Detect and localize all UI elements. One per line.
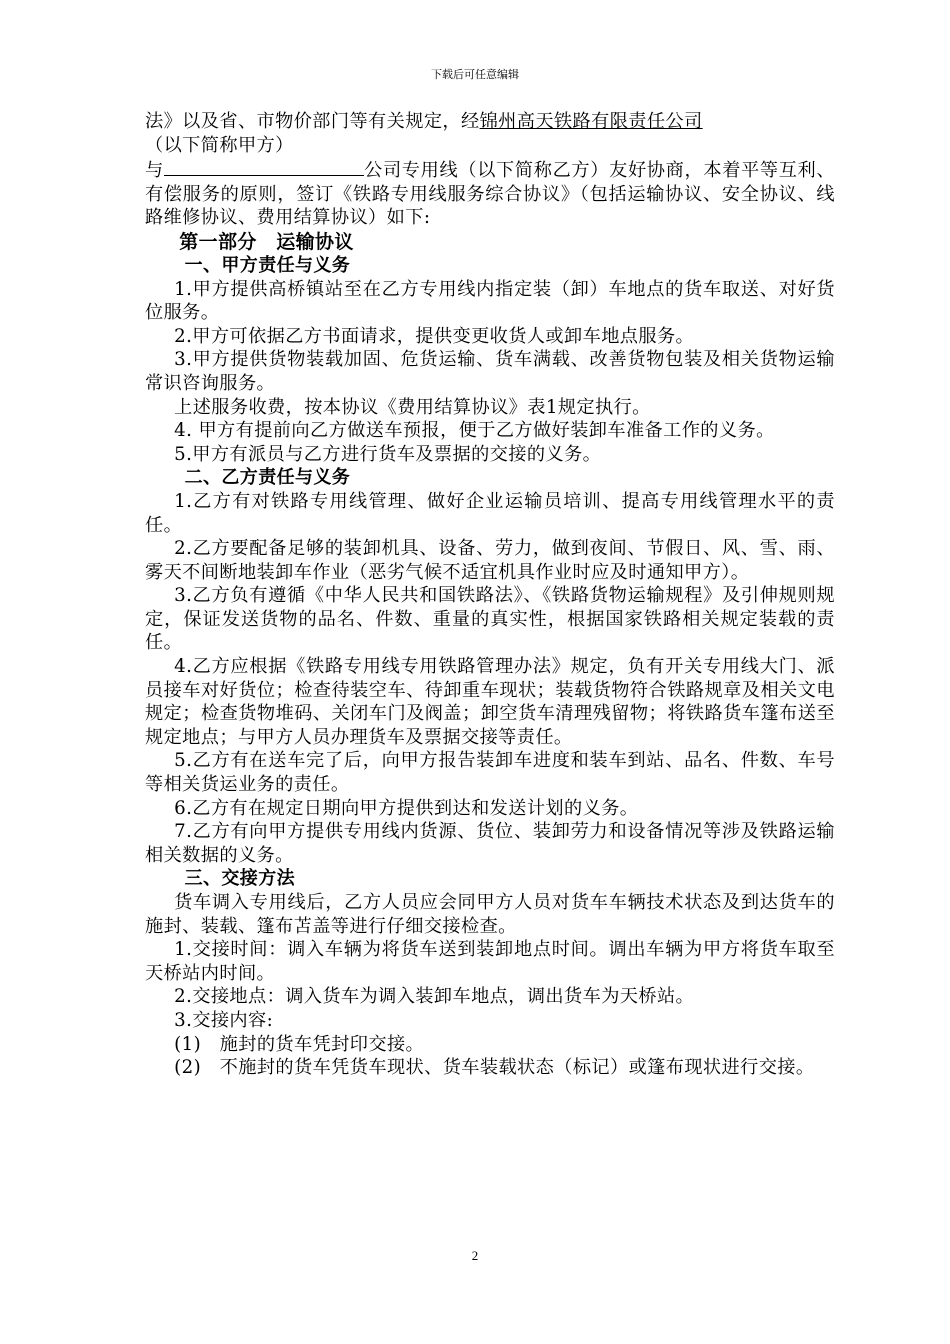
section3-item: 3.交接内容: <box>174 1009 274 1031</box>
section3-item: 2.交接地点：调入货车为调入装卸车地点，调出货车为天桥站。 <box>174 986 695 1008</box>
intro-prefix: 与 <box>145 160 164 182</box>
section3-title: 三、交接方法 <box>184 868 295 890</box>
section3-subitem: (2) 不施封的货车凭货车现状、货车装载状态（标记）或篷布现状进行交接。 <box>174 1057 815 1079</box>
section2-item: 3.乙方负有遵循《中华人民共和国铁路法》、《铁路货物运输规程》及引伸规则规定，保证发送货物的品名、件数、重量的真实性，根据国家铁路相关规定装载的责任。 <box>145 585 835 654</box>
page-header: 下载后可任意编辑 <box>431 68 519 81</box>
intro-line-3 <box>145 157 835 230</box>
section2-item: 5.乙方有在送车完了后，向甲方报告装卸车进度和装车到站、品名、件数、车号等相关货运业务的责任。 <box>145 750 835 796</box>
section2-item: 6.乙方有在规定日期向甲方提供到达和发送计划的义务。 <box>174 797 639 819</box>
party-a-company: 锦州高天铁路有限责任公司 <box>479 111 703 132</box>
section1-item: 4. 甲方有提前向乙方做送车预报，便于乙方做好装卸车准备工作的义务。 <box>174 420 775 442</box>
section1-item: 3.甲方提供货物装载加固、危货运输、货车满载、改善货物包装及相关货物运输常识咨询服务。 <box>145 349 835 394</box>
section1-item: 2.甲方可依据乙方书面请求，提供变更收货人或卸车地点服务。 <box>174 325 695 347</box>
section2-item: 7.乙方有向甲方提供专用线内货源、货位、装卸劳力和设备情况等涉及铁路运输相关数据的义务。 <box>145 821 835 866</box>
section1-item: 5.甲方有派员与乙方进行货车及票据的交接的义务。 <box>174 443 602 465</box>
section2-item: 1.乙方有对铁路专用线管理、做好企业运输员培训、提高专用线管理水平的责任。 <box>145 490 835 536</box>
section1-item: 1.甲方提供高桥镇站至在乙方专用线内指定装（卸）车地点的货车取送、对好货位服务。 <box>145 278 835 324</box>
section2-item: 4.乙方应根据《铁路专用线专用铁路管理办法》规定，负有开关专用线大门、派员接车对好货位；检查待装空车、待卸重车现状；装载货物符合铁路规章及相关文电规定；检查货物堆码、关闭车门及阀盖；卸空货车清理残留物；将铁路货车篷布送至规定地点；与甲方人员办理货车及票据交接等责任。 <box>145 656 835 748</box>
section3-subitem: (1) 施封的货车凭封印交接。 <box>174 1033 425 1055</box>
section1-title: 一、甲方责任与义务 <box>184 254 351 276</box>
document-body <box>145 110 835 1080</box>
intro-rest: 公司专用线（以下简称乙方）友好协商，本着平等互利、有偿服务的原则，签订《铁路专用线服务综合协议》（包括运输协议、安全协议、线路维修协议、费用结算协议）如下: <box>145 160 835 229</box>
section3-item: 1.交接时间：调入车辆为将货车送到装卸地点时间。调出车辆为甲方将货车取至天桥站内时间。 <box>145 939 835 984</box>
intro-text: 法》以及省、市物价部门等有关规定，经 <box>145 111 480 132</box>
part1-title: 第一部分 运输协议 <box>179 230 354 253</box>
page-number: 2 <box>471 1248 479 1263</box>
intro-line-1 <box>145 110 835 134</box>
section1-note: 上述服务收费，按本协议《费用结算协议》表1规定执行。 <box>174 396 651 418</box>
intro-line-2: （以下简称甲方） <box>145 134 294 156</box>
section2-title: 二、乙方责任与义务 <box>184 467 351 489</box>
section3-intro: 货车调入专用线后，乙方人员应会同甲方人员对货车车辆技术状态及到达货车的施封、装载、篷布苫盖等进行仔细交接检查。 <box>145 892 835 937</box>
party-b-blank <box>164 157 364 176</box>
section2-item: 2.乙方要配备足够的装卸机具、设备、劳力，做到夜间、节假日、风、雪、雨、雾天不间断地装卸车作业（恶劣气候不适宜机具作业时应及时通知甲方）。 <box>145 538 835 583</box>
